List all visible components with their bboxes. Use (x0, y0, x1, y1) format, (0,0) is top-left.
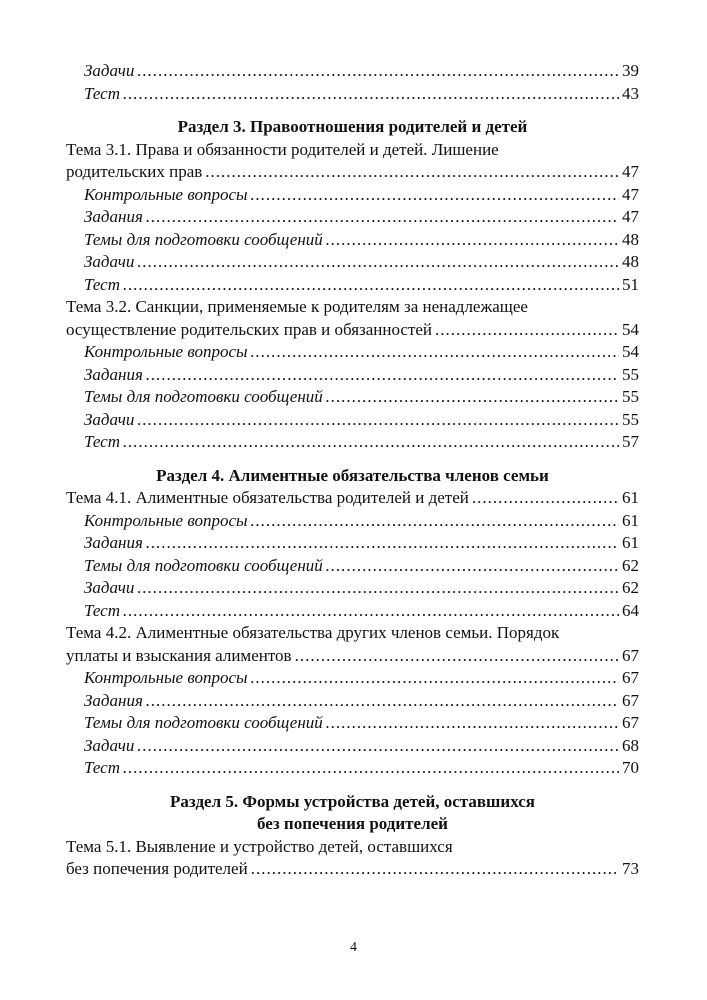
toc-entry-label: Темы для подготовки сообщений (84, 555, 323, 575)
toc-entry-label: Задания (84, 533, 143, 552)
toc-entry[interactable] (66, 83, 639, 106)
toc-entry-label: Задачи (84, 578, 135, 597)
toc-entry-page: 70 (622, 758, 639, 777)
topic-entry[interactable] (66, 161, 639, 184)
topic-title: родительских прав (66, 162, 203, 181)
toc-entry-page: 47 (622, 184, 639, 204)
toc-entry-page: 57 (622, 432, 639, 451)
leader-dots (137, 409, 619, 432)
topic-title: осуществление родительских прав и обязанностей (66, 319, 433, 339)
toc-entry-page: 67 (622, 690, 639, 710)
toc-entry[interactable] (66, 600, 639, 623)
topic-title: уплаты и взыскания алиментов (66, 645, 292, 665)
topic-page: 61 (622, 488, 639, 507)
toc-sections (66, 116, 639, 881)
toc-entry-page: 62 (622, 555, 639, 575)
leader-dots (251, 341, 619, 364)
leader-dots (326, 555, 619, 578)
toc-entry-label: Темы для подготовки сообщений (84, 229, 323, 249)
toc-entry-label: Задачи (84, 252, 135, 271)
toc-entry-label: Темы для подготовки сообщений (84, 713, 323, 732)
toc-entry[interactable] (66, 510, 639, 533)
table-of-contents (66, 60, 639, 881)
leader-dots (435, 319, 619, 342)
topic-title-line: Тема 5.1. Выявление и устройство детей, оставшихся (66, 836, 453, 856)
toc-entry[interactable] (66, 60, 639, 83)
topic-page: 54 (622, 319, 639, 339)
toc-entry-label: Темы для подготовки сообщений (84, 387, 323, 406)
toc-entry-page: 61 (622, 510, 639, 530)
leader-dots (123, 600, 619, 623)
toc-entry[interactable] (66, 555, 639, 578)
toc-entry-label: Тест (84, 274, 120, 294)
toc-entry-page: 48 (622, 229, 639, 249)
leader-dots (123, 757, 619, 780)
leader-dots (146, 690, 619, 713)
toc-entry-label: Тест (84, 83, 120, 103)
topic-title-line: Тема 3.1. Права и обязанности родителей и детей. Лишение (66, 139, 499, 159)
leader-dots (326, 386, 619, 409)
toc-entry[interactable] (66, 667, 639, 690)
leader-dots (137, 60, 619, 83)
toc-entry[interactable] (66, 364, 639, 387)
toc-entry-page: 64 (622, 600, 639, 620)
toc-entry-label: Задачи (84, 61, 135, 80)
leader-dots (137, 735, 619, 758)
toc-entry-label: Тест (84, 600, 120, 620)
toc-entry-page: 61 (622, 533, 639, 552)
leader-dots (123, 274, 619, 297)
toc-entry-page: 55 (622, 387, 639, 406)
toc-entry-label: Задания (84, 207, 143, 226)
section-heading: Раздел 3. Правоотношения родителей и детей (177, 117, 528, 136)
leader-dots (326, 712, 619, 735)
toc-entry[interactable] (66, 251, 639, 274)
leader-dots (146, 206, 619, 229)
toc-entry[interactable] (66, 274, 639, 297)
toc-entry-label: Контрольные вопросы (84, 184, 248, 204)
toc-entry[interactable] (66, 577, 639, 600)
toc-entry-page: 47 (622, 207, 639, 226)
leader-dots (205, 161, 619, 184)
toc-entry-page: 54 (622, 342, 639, 361)
toc-entry-page: 51 (622, 274, 639, 294)
toc-entry-label: Тест (84, 758, 120, 777)
toc-entry-page: 62 (622, 578, 639, 597)
toc-entry-label: Задания (84, 690, 143, 710)
toc-entry[interactable] (66, 532, 639, 555)
toc-entry[interactable] (66, 206, 639, 229)
toc-entry-page: 48 (622, 252, 639, 271)
toc-entry-page: 55 (622, 364, 639, 384)
leader-dots (251, 184, 619, 207)
leader-dots (137, 577, 619, 600)
section-heading: Раздел 5. Формы устройства детей, оставшихся (170, 791, 535, 811)
topic-page: 67 (622, 645, 639, 665)
toc-entry[interactable] (66, 690, 639, 713)
leader-dots (146, 532, 619, 555)
toc-entry-label: Задачи (84, 735, 135, 755)
toc-entry-label: Задачи (84, 409, 135, 429)
topic-entry[interactable] (66, 319, 639, 342)
section-heading: Раздел 4. Алиментные обязательства членов семьи (156, 465, 549, 485)
toc-entry[interactable] (66, 735, 639, 758)
toc-entry[interactable] (66, 431, 639, 454)
toc-entry-label: Контрольные вопросы (84, 668, 248, 687)
leader-dots (472, 487, 619, 510)
leader-dots (295, 645, 619, 668)
toc-entry[interactable] (66, 712, 639, 735)
leader-dots (123, 83, 619, 106)
toc-entry[interactable] (66, 409, 639, 432)
top-items (66, 60, 639, 105)
leader-dots (137, 251, 619, 274)
leader-dots (146, 364, 619, 387)
leader-dots (326, 229, 619, 252)
toc-entry-page: 39 (622, 61, 639, 80)
topic-title-line: Тема 4.2. Алиментные обязательства других членов семьи. Порядок (66, 623, 560, 642)
toc-entry-page: 68 (622, 735, 639, 755)
topic-title-line: Тема 3.2. Санкции, применяемые к родителям за ненадлежащее (66, 297, 528, 316)
leader-dots (251, 858, 619, 881)
topic-title: без попечения родителей (66, 859, 248, 878)
section-heading: без попечения родителей (257, 814, 448, 833)
page-number: 4 (350, 940, 357, 955)
toc-entry-page: 43 (622, 83, 639, 103)
toc-entry[interactable] (66, 341, 639, 364)
leader-dots (251, 667, 619, 690)
topic-page: 47 (622, 162, 639, 181)
toc-entry-label: Контрольные вопросы (84, 342, 248, 361)
toc-entry[interactable] (66, 229, 639, 252)
toc-entry[interactable] (66, 386, 639, 409)
toc-entry-page: 67 (622, 668, 639, 687)
topic-entry[interactable] (66, 645, 639, 668)
topic-page: 73 (622, 859, 639, 878)
topic-entry[interactable] (66, 858, 639, 881)
leader-dots (251, 510, 619, 533)
topic-title: Тема 4.1. Алиментные обязательства родителей и детей (66, 488, 469, 507)
toc-entry-label: Тест (84, 432, 120, 451)
toc-entry-label: Задания (84, 364, 143, 384)
toc-entry[interactable] (66, 184, 639, 207)
toc-entry-page: 67 (622, 713, 639, 732)
leader-dots (123, 431, 619, 454)
topic-entry[interactable] (66, 487, 639, 510)
toc-entry-page: 55 (622, 409, 639, 429)
toc-entry[interactable] (66, 757, 639, 780)
toc-entry-label: Контрольные вопросы (84, 510, 248, 530)
